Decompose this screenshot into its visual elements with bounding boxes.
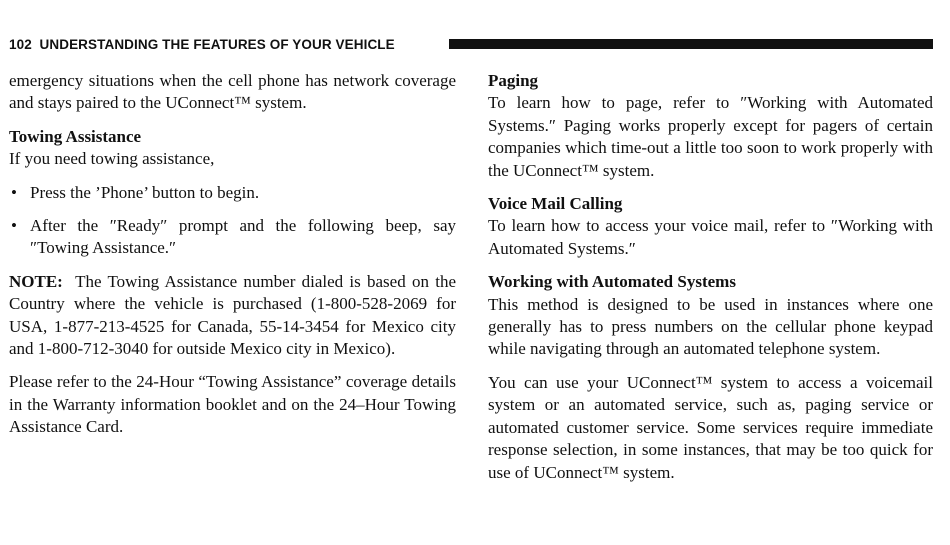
header-rule bbox=[449, 39, 933, 49]
towing-intro-text: If you need towing assistance, bbox=[9, 149, 215, 169]
automated-systems-text: This method is designed to be used in instances where one generally has to press numbers on the cellular phone keypad while navigating through an automated telephone system. bbox=[488, 294, 933, 359]
intro-paragraph: emergency situations when the cell phone has network coverage and stays paired to the UConnect™ system. bbox=[9, 71, 456, 113]
paging-text: To learn how to page, refer to ″Working with Automated Systems.″ Paging works properly except for pagers of certain companies which time-out a little too soon to work properly with the UConnect™ system. bbox=[488, 93, 933, 180]
paging-heading: Paging bbox=[488, 71, 539, 90]
towing-assistance-heading: Towing Assistance bbox=[9, 126, 142, 146]
bullet-text: Press the ’Phone’ button to begin. bbox=[30, 182, 260, 202]
note-text: The Towing Assistance number dialed is based on the Country where the vehicle is purchased (1-800-528-2069 for USA, 1-877-213-4525 for Canada, 55-14-3454 for Mexico city and 1-800-712-3040 for outside Mexico city in Mexico). bbox=[9, 271, 456, 359]
bullet-icon: • bbox=[11, 216, 17, 236]
list-item bbox=[9, 182, 456, 204]
coverage-paragraph: Please refer to the 24-Hour “Towing Assistance” coverage details in the Warranty information booklet and on the 24–Hour Towing Assistance Card. bbox=[9, 372, 456, 437]
header-title: UNDERSTANDING THE FEATURES OF YOUR VEHICLE bbox=[39, 37, 395, 52]
page-number: 102 bbox=[9, 37, 32, 52]
left-column bbox=[9, 70, 456, 439]
bullet-icon: • bbox=[11, 182, 17, 202]
note-paragraph bbox=[9, 271, 456, 361]
voice-mail-heading: Voice Mail Calling bbox=[488, 194, 623, 214]
list-item bbox=[9, 215, 456, 260]
page-header bbox=[9, 36, 933, 54]
note-label: NOTE: bbox=[9, 271, 63, 291]
bullet-text: After the ″Ready″ prompt and the following beep, say ″Towing Assistance.″ bbox=[30, 216, 456, 258]
voice-mail-text: To learn how to access your voice mail, refer to ″Working with Automated Systems.″ bbox=[488, 216, 933, 258]
running-header bbox=[9, 37, 395, 52]
automated-systems-heading: Working with Automated Systems bbox=[488, 272, 736, 292]
uconnect-usage-text: You can use your UConnect™ system to access a voicemail system or an automated service, such as, paging service or automated customer service. Some services require immediate response selection, in some instances, that may be too quick for use of UConnect™ system. bbox=[488, 372, 933, 482]
right-column bbox=[488, 70, 933, 484]
